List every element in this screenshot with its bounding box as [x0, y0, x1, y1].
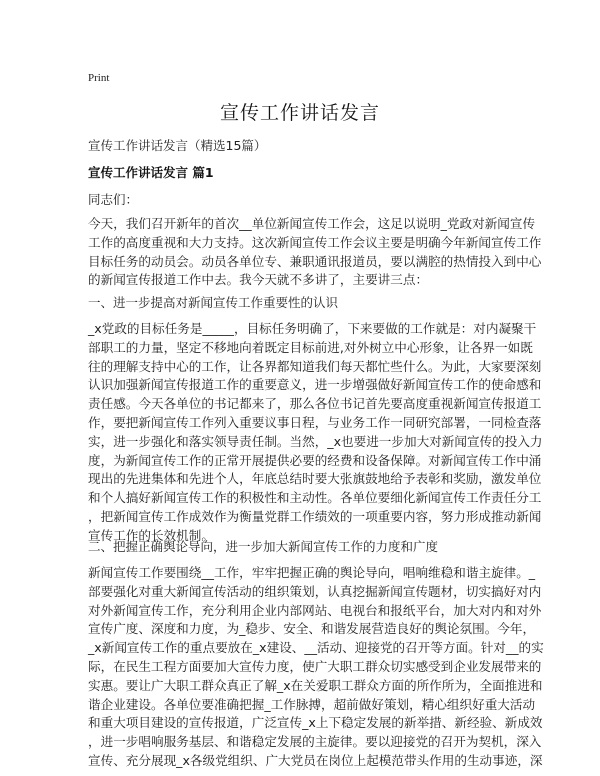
- document-subtitle: 宣传工作讲话发言（精选15篇）: [88, 138, 267, 153]
- document-title: 宣传工作讲话发言: [219, 102, 380, 124]
- paragraph-line: _x党政的目标任务是_____，目标任务明确了，下来要做的工作就是：对内凝聚干: [88, 321, 537, 336]
- paragraph-line: 部要强化对重大新闻宣传活动的组织策划，认真挖掘新闻宣传题材，切实搞好对内: [88, 583, 542, 599]
- paragraph-line: 作，要把新闻宣传工作列入重要议事日程，与业务工作一同研究部署，一同检查落: [88, 414, 542, 430]
- paragraph-line: 和重大项目建设的宣传报道，广泛宣传_x上下稳定发展的新举措、新经验、新成效: [88, 715, 543, 731]
- greeting: 同志们：: [88, 192, 139, 207]
- paragraph-line: 宣传、充分展现_x各级党组织、广大党员在岗位上起模范带头作用的生动事迹，深: [88, 752, 543, 768]
- paragraph-line: 度，为新闻宣传工作的正常开展提供必要的经费和设备保障。对新闻宣传工作中涌: [88, 452, 542, 468]
- paragraph-line: 宣传广度、深度和力度，为_稳步、安全、和谐发展营造良好的舆论氛围。今年，: [88, 621, 536, 637]
- section-1-paragraph: [88, 320, 543, 546]
- paragraph-line: 际，在民生工程方面要加大宣传力度，使广大职工群众切实感受到企业发展带来的: [88, 658, 542, 674]
- paragraph-line: _x新闻宣传工作的重点要放在_x建设、__活动、迎接党的召开等方面。针对__的实: [88, 640, 544, 656]
- paragraph-line: 的新闻宣传报道工作中去。我今天就不多讲了，主要讲三点：: [88, 272, 429, 288]
- paragraph-line: 工作的高度重视和大力支持。这次新闻宣传工作会议主要是明确今年新闻宣传工作: [88, 234, 542, 250]
- paragraph-line: 部职工的力量，坚定不移地向着既定目标前进,对外树立中心形象，让各界一如既: [88, 339, 533, 355]
- paragraph-line: 新闻宣传工作要围绕__工作，牢牢把握正确的舆论导向，唱响维稳和谐主旋律。_: [88, 565, 536, 580]
- article-heading: 宣传工作讲话发言 篇1: [88, 165, 214, 180]
- paragraph-line: ，进一步唱响服务基层、和谐稳定发展的主旋律。要以迎接党的召开为契机，深入: [88, 734, 542, 750]
- paragraph-line: 对外新闻宣传工作，充分利用企业内部网站、电视台和报纸平台，加大对内和对外: [88, 602, 542, 618]
- paragraph-line: 宣传工作的长效机制。: [88, 527, 214, 543]
- paragraph-line: 谐企业建设。各单位要准确把握_工作脉搏，超前做好策划，精心组织好重大活动: [88, 696, 536, 712]
- paragraph-line: 实惠。要让广大职工群众真正了解_x在关爱职工群众方面的所作所为，全面推进和: [88, 677, 543, 693]
- paragraph-line: 今天，我们召开新年的首次__单位新闻宣传工作会，这足以说明_党政对新闻宣传: [88, 216, 536, 231]
- paragraph-line: 认识加强新闻宣传报道工作的重要意义，进一步增强做好新闻宣传工作的使命感和: [88, 377, 542, 393]
- paragraph-line: 责任感。今天各单位的书记都来了，那么各位书记首先要高度重视新闻宣传报道工: [88, 396, 542, 412]
- section-1-heading: 一、进一步提高对新闻宣传工作重要性的认识: [88, 295, 339, 310]
- section-2-paragraph: [88, 564, 544, 771]
- print-label[interactable]: Print: [88, 72, 110, 84]
- paragraph-line: 往的理解支持中心的工作，让各界都知道我们每天都忙些什么。为此，大家要深刻: [88, 358, 542, 374]
- paragraph-line: ，把新闻宣传工作成效作为衡量党群工作绩效的一项重要内容，努力形成推动新闻: [88, 508, 542, 524]
- paragraph-line: 目标任务的动员会。动员各单位专、兼职通讯报道员，要以满腔的热情投入到中心: [88, 253, 542, 269]
- paragraph-line: 现出的先进集体和先进个人，年底总结时要大张旗鼓地给予表彰和奖励，激发单位: [88, 471, 542, 487]
- section-2-heading: 二、把握正确舆论导向，进一步加大新闻宣传工作的力度和广度: [88, 539, 439, 554]
- paragraph-line: 实，进一步强化和落实领导责任制。当然，_x也要进一步加大对新闻宣传的投入力: [88, 433, 543, 449]
- intro-paragraph: [88, 215, 542, 290]
- paragraph-line: 和个人搞好新闻宣传工作的积极性和主动性。各单位要细化新闻宣传工作责任分工: [88, 490, 542, 506]
